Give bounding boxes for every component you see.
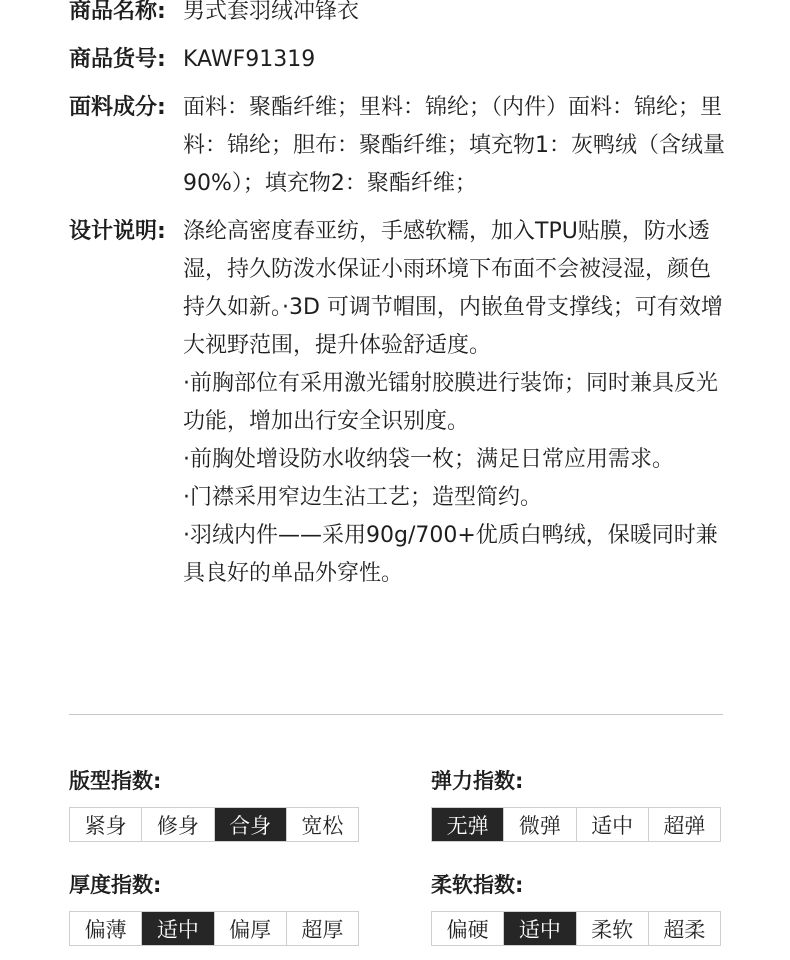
elasticity-option: 无弹 [432, 808, 503, 841]
thickness-option: 适中 [141, 912, 213, 945]
design-paragraph: ·前胸部位有采用激光镭射胶膜进行装饰；同时兼具反光功能，增加出行安全识别度。 [183, 371, 718, 434]
design-paragraph: ·羽绒内件——采用90g/700+优质白鸭绒，保暖同时兼具良好的单品外穿性。 [183, 523, 718, 586]
fabric-row [69, 89, 729, 203]
fit-option: 修身 [141, 808, 213, 841]
product-info [69, 0, 729, 593]
fit-index [69, 763, 361, 842]
softness-index-title: 柔软指数: [431, 873, 524, 897]
elasticity-option: 适中 [576, 808, 648, 841]
product-name-row [69, 0, 729, 31]
thickness-option: 偏薄 [84, 917, 127, 942]
fabric-label: 面料成分: [69, 95, 166, 120]
thickness-option: 偏厚 [214, 912, 286, 945]
fit-option: 合身 [214, 808, 286, 841]
softness-option: 适中 [503, 912, 575, 945]
fit-index-title: 版型指数: [69, 769, 162, 793]
fit-option: 紧身 [84, 813, 127, 838]
design-paragraph: ·门襟采用窄边生沾工艺；造型简约。 [183, 485, 542, 510]
softness-option: 柔软 [576, 912, 648, 945]
design-label: 设计说明: [69, 219, 166, 244]
elasticity-index-title: 弹力指数: [431, 769, 524, 793]
elasticity-index [431, 763, 723, 842]
softness-option: 超柔 [648, 912, 720, 945]
elasticity-option: 超弹 [648, 808, 720, 841]
fit-option: 宽松 [286, 808, 358, 841]
elasticity-index-scale [431, 807, 721, 842]
product-sku-row [69, 41, 729, 79]
product-sku-label: 商品货号: [69, 47, 166, 72]
design-paragraph: ·前胸处增设防水收纳袋一枚；满足日常应用需求。 [183, 447, 674, 472]
softness-index-scale [431, 911, 721, 946]
thickness-option: 超厚 [286, 912, 358, 945]
thickness-index-scale [69, 911, 359, 946]
elasticity-option: 微弹 [503, 808, 575, 841]
fabric-value: 面料：聚酯纤维；里料：锦纶；（内件）面料：锦纶；里料：锦纶；胆布：聚酯纤维；填充物1：灰鸭绒（含绒量90%）；填充物2：聚酯纤维； [183, 95, 725, 196]
design-row [69, 213, 729, 593]
product-name-label: 商品名称: [69, 0, 166, 24]
product-sku-value: KAWF91319 [183, 47, 316, 72]
softness-option: 偏硬 [446, 917, 489, 942]
softness-index [431, 867, 723, 946]
design-value [183, 213, 729, 593]
thickness-index [69, 867, 361, 946]
product-name-value: 男式套羽绒冲锋衣 [183, 0, 360, 24]
fit-index-scale [69, 807, 359, 842]
section-divider [69, 714, 723, 715]
thickness-index-title: 厚度指数: [69, 873, 162, 897]
design-paragraph: 涤纶高密度春亚纺，手感软糯，加入TPU贴膜，防水透湿，持久防泼水保证小雨环境下布面不会被浸湿，颜色持久如新。·3D 可调节帽围，内嵌鱼骨支撑线；可有效增大视野范围，提升体验舒适度。 [183, 219, 723, 358]
